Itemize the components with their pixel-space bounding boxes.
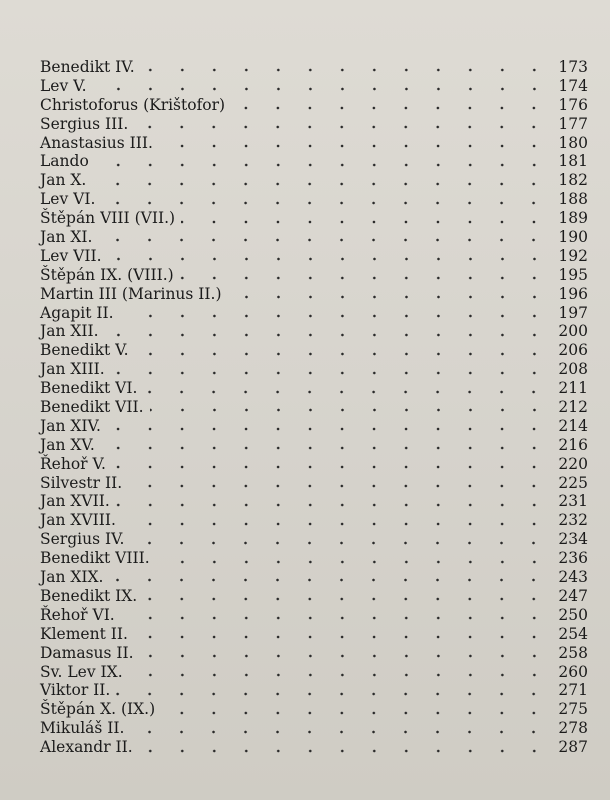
toc-entry xyxy=(40,209,588,228)
entry-page-number: 197 xyxy=(558,303,588,322)
toc-entry xyxy=(40,606,588,625)
entry-page-number: 271 xyxy=(558,681,588,700)
toc-entry xyxy=(40,511,588,530)
entry-page-number: 258 xyxy=(558,643,588,662)
entry-title: Jan XIX. xyxy=(40,568,104,587)
toc-entry xyxy=(40,285,588,304)
entry-page-number: 254 xyxy=(558,624,588,643)
entry-title: Jan XII. xyxy=(40,322,99,341)
entry-page-number: 206 xyxy=(558,341,588,360)
toc-entry xyxy=(40,700,588,719)
entry-title: Mikuláš II. xyxy=(40,719,125,738)
toc-entry xyxy=(40,77,588,96)
entry-title: Benedikt IX. xyxy=(40,586,138,605)
dot-leader xyxy=(128,484,550,488)
entry-page-number: 190 xyxy=(558,228,588,247)
entry-title: Lev VI. xyxy=(40,190,96,209)
toc-entry xyxy=(40,644,588,663)
dot-leader xyxy=(107,427,550,431)
entry-title: Jan XVIII. xyxy=(40,511,116,530)
entry-title: Benedikt V. xyxy=(40,341,129,360)
entry-title: Martin III (Marinus II.) xyxy=(40,284,222,303)
dot-leader xyxy=(141,68,550,72)
dot-leader xyxy=(135,352,550,356)
dot-leader xyxy=(116,503,550,507)
entry-title: Štěpán X. (IX.) xyxy=(40,700,156,719)
entry-page-number: 196 xyxy=(558,284,588,303)
entry-page-number: 214 xyxy=(558,416,588,435)
entry-page-number: 231 xyxy=(558,492,588,511)
dot-leader xyxy=(181,220,550,224)
entry-title: Štěpán VIII (VII.) xyxy=(40,209,176,228)
entry-title: Damasus II. xyxy=(40,643,134,662)
entry-page-number: 247 xyxy=(558,586,588,605)
entry-title: Klement II. xyxy=(40,624,128,643)
entry-title: Silvestr II. xyxy=(40,473,123,492)
dot-leader xyxy=(109,578,550,582)
entry-title: Viktor II. xyxy=(40,681,111,700)
toc-entry xyxy=(40,455,588,474)
entry-page-number: 173 xyxy=(558,58,588,76)
dot-leader xyxy=(112,465,550,469)
dot-leader xyxy=(101,201,550,205)
entry-title: Sv. Lev IX. xyxy=(40,662,123,681)
entry-page-number: 208 xyxy=(558,360,588,379)
entry-page-number: 182 xyxy=(558,171,588,190)
toc-entry xyxy=(40,530,588,549)
entry-title: Jan XV. xyxy=(40,435,95,454)
dot-leader xyxy=(105,333,550,337)
toc-entry xyxy=(40,568,588,587)
dot-leader xyxy=(140,654,550,658)
dot-leader xyxy=(159,144,550,148)
toc-entry xyxy=(40,304,588,323)
entry-title: Jan XIII. xyxy=(40,360,105,379)
toc-entry xyxy=(40,360,588,379)
entry-page-number: 212 xyxy=(558,398,588,417)
dot-leader xyxy=(156,560,550,564)
entry-page-number: 200 xyxy=(558,322,588,341)
entry-page-number: 234 xyxy=(558,530,588,549)
entry-page-number: 216 xyxy=(558,435,588,454)
dot-leader xyxy=(121,616,550,620)
dot-leader xyxy=(101,446,550,450)
dot-leader xyxy=(139,749,550,753)
entry-title: Christoforus (Krištofor) xyxy=(40,95,226,114)
toc-entry xyxy=(40,96,588,115)
entry-title: Jan XVII. xyxy=(40,492,110,511)
dot-leader xyxy=(120,314,550,318)
toc-entry xyxy=(40,171,588,190)
toc-entry xyxy=(40,681,588,700)
entry-page-number: 225 xyxy=(558,473,588,492)
dot-leader xyxy=(93,87,550,91)
dot-leader xyxy=(122,522,550,526)
dot-leader xyxy=(134,125,550,129)
entry-title: Řehoř V. xyxy=(40,454,106,473)
entry-page-number: 177 xyxy=(558,114,588,133)
toc-entry xyxy=(40,549,588,568)
entry-page-number: 275 xyxy=(558,700,588,719)
dot-leader xyxy=(108,257,550,261)
toc-entry xyxy=(40,587,588,606)
dot-leader xyxy=(134,635,550,639)
entry-page-number: 278 xyxy=(558,719,588,738)
entry-title: Benedikt VIII. xyxy=(40,549,150,568)
entry-title: Řehoř VI. xyxy=(40,605,115,624)
toc-entry xyxy=(40,152,588,171)
entry-page-number: 236 xyxy=(558,549,588,568)
entry-title: Sergius III. xyxy=(40,114,129,133)
entry-title: Štěpán IX. (VIII.) xyxy=(40,265,174,284)
entry-title: Benedikt VI. xyxy=(40,379,138,398)
entry-title: Benedikt VII. xyxy=(40,398,144,417)
entry-page-number: 220 xyxy=(558,454,588,473)
entry-page-number: 287 xyxy=(558,738,588,757)
entry-page-number: 188 xyxy=(558,190,588,209)
entry-title: Jan X. xyxy=(40,171,87,190)
toc-entry xyxy=(40,738,588,757)
entry-title: Sergius IV. xyxy=(40,530,125,549)
entry-page-number: 174 xyxy=(558,76,588,95)
toc-entry xyxy=(40,134,588,153)
dot-leader xyxy=(92,182,550,186)
dot-leader xyxy=(143,597,550,601)
table-of-contents xyxy=(40,58,588,757)
dot-leader xyxy=(180,276,550,280)
dot-leader xyxy=(161,711,550,715)
entry-title: Alexandr II. xyxy=(40,738,133,757)
toc-entry xyxy=(40,417,588,436)
toc-entry xyxy=(40,190,588,209)
toc-entry xyxy=(40,58,588,77)
entry-title: Agapit II. xyxy=(40,303,114,322)
dot-leader xyxy=(95,163,550,167)
dot-leader xyxy=(111,371,550,375)
dot-leader xyxy=(231,106,550,110)
toc-entry xyxy=(40,266,588,285)
dot-leader xyxy=(130,730,550,734)
entry-page-number: 181 xyxy=(558,152,588,171)
entry-page-number: 180 xyxy=(558,133,588,152)
entry-page-number: 250 xyxy=(558,605,588,624)
toc-entry xyxy=(40,228,588,247)
entry-page-number: 195 xyxy=(558,265,588,284)
toc-entry xyxy=(40,474,588,493)
entry-page-number: 176 xyxy=(558,95,588,114)
entry-title: Benedikt IV. xyxy=(40,58,135,76)
dot-leader xyxy=(116,692,550,696)
entry-page-number: 243 xyxy=(558,568,588,587)
toc-entry xyxy=(40,492,588,511)
entry-title: Jan XIV. xyxy=(40,416,101,435)
entry-title: Lev V. xyxy=(40,76,87,95)
entry-page-number: 189 xyxy=(558,209,588,228)
toc-entry xyxy=(40,341,588,360)
entry-page-number: 211 xyxy=(558,379,588,398)
toc-entry xyxy=(40,398,588,417)
dot-leader xyxy=(228,295,550,299)
entry-title: Anastasius III. xyxy=(40,133,153,152)
entry-title: Jan XI. xyxy=(40,228,93,247)
toc-entry xyxy=(40,625,588,644)
dot-leader xyxy=(129,673,550,677)
entry-title: Lando xyxy=(40,152,89,171)
dot-leader xyxy=(150,408,550,412)
toc-entry xyxy=(40,719,588,738)
toc-entry xyxy=(40,115,588,134)
dot-leader xyxy=(143,390,550,394)
entry-title: Lev VII. xyxy=(40,246,102,265)
entry-page-number: 192 xyxy=(558,246,588,265)
toc-entry xyxy=(40,663,588,682)
toc-entry xyxy=(40,247,588,266)
entry-page-number: 232 xyxy=(558,511,588,530)
toc-entry xyxy=(40,379,588,398)
dot-leader xyxy=(130,541,550,545)
dot-leader xyxy=(98,238,550,242)
toc-entry xyxy=(40,322,588,341)
toc-entry xyxy=(40,436,588,455)
entry-page-number: 260 xyxy=(558,662,588,681)
